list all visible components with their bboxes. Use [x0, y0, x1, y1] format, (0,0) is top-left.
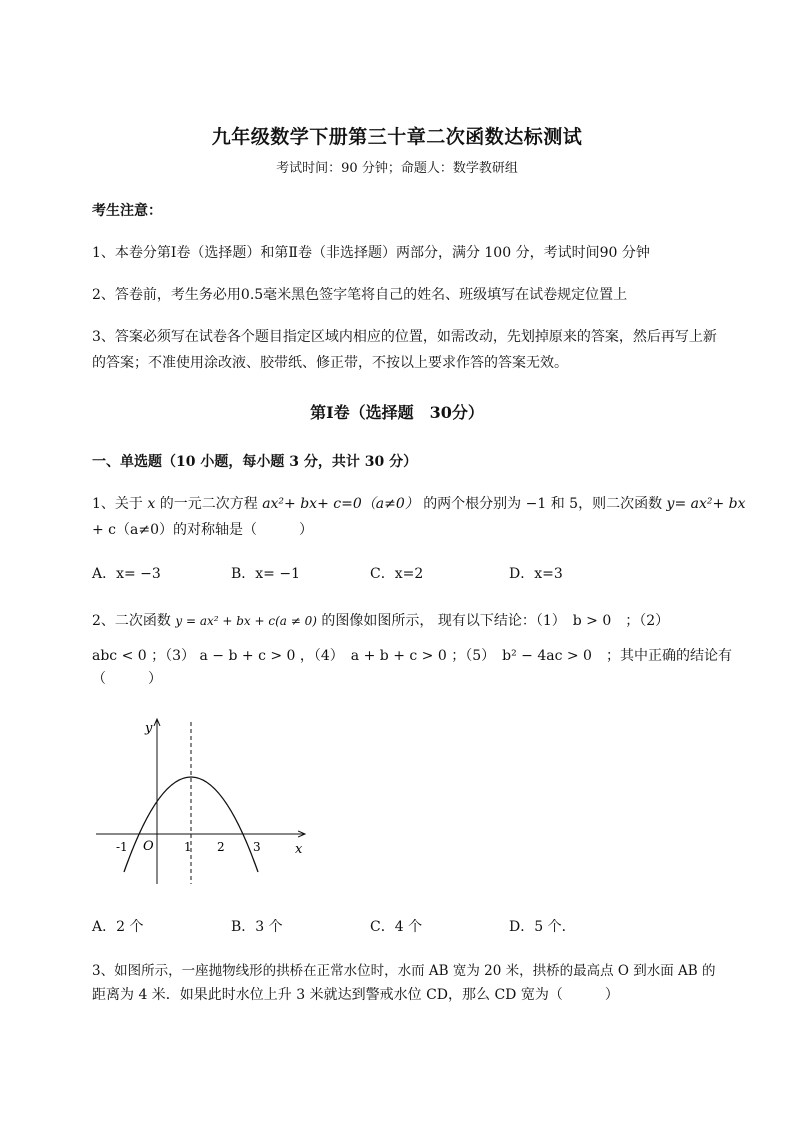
tick-label: 1 [184, 840, 192, 854]
q2-option-a[interactable]: A．2 个 [92, 919, 144, 935]
y-axis-label: y [145, 721, 153, 736]
question-3-line-2: 距离为 4 米．如果此时水位上升 3 米就达到警戒水位 CD，那么 CD 宽为（ ） [92, 987, 619, 1003]
q1-option-a[interactable]: A．x= −3 [92, 566, 161, 582]
question-1-line-2: + c（a≠0）的对称轴是（ ） [92, 522, 314, 538]
section-title: 第Ⅰ卷（选择题 30分） [310, 403, 484, 422]
q2-option-d[interactable]: D．5 个． [509, 919, 576, 935]
notice-item-3-cont: 的答案；不准使用涂改液、胶带纸、修正带，不按以上要求作答的答案无效。 [92, 355, 568, 371]
question-2-line-3: （ ） [92, 671, 162, 687]
q2-function: y = ax² + bx + c(a ≠ 0) [175, 614, 317, 628]
q2-text-a: 2、二次函数 [92, 613, 171, 629]
q2-option-b[interactable]: B．3 个 [231, 919, 283, 935]
tick-label: -1 [116, 840, 128, 854]
x-axis-label: x [295, 842, 303, 857]
q1-option-b[interactable]: B．x= −1 [231, 566, 301, 582]
origin-label: O [143, 839, 154, 854]
q1-text-a: 1、关于 [92, 496, 143, 512]
q1-text-c: 的两个根分别为 −1 和 5，则二次函数 [423, 496, 663, 512]
exam-info: 考试时间：90 分钟；命题人：数学教研组 [276, 161, 518, 176]
question-2-line-2: abc < 0 ；（3） a − b + c > 0 ，（4） a + b + c > 0 ；（5） b² − 4ac > 0 ；其中正确的结论有 [92, 648, 732, 664]
q1-option-c[interactable]: C．x=2 [370, 566, 424, 582]
q1-option-d[interactable]: D．x=3 [509, 566, 563, 582]
notice-heading: 考生注意： [92, 203, 162, 219]
page-title: 九年级数学下册第三十章二次函数达标测试 [211, 126, 583, 148]
q2-option-c[interactable]: C．4 个 [370, 919, 423, 935]
question-3-line-1: 3、如图所示，一座抛物线形的拱桥在正常水位时，水而 AB 宽为 20 米，拱桥的最高点 O 到水面 AB 的 [92, 963, 716, 979]
q1-equation: ax²+ bx+ c=0（a≠0） [262, 496, 419, 512]
notice-item-1: 1、本卷分第Ⅰ卷（选择题）和第Ⅱ卷（非选择题）两部分，满分 100 分，考试时间90 分钟 [92, 245, 650, 261]
part-title: 一、单选题（10 小题，每小题 3 分，共计 30 分） [92, 454, 418, 470]
q1-text-b: 的一元二次方程 [159, 496, 258, 512]
q2-text-b: 的图像如图所示， 现有以下结论：（1） b > 0 ；（2） [321, 613, 670, 629]
notice-item-3: 3、答案必须写在试卷各个题目指定区域内相应的位置，如需改动，先划掉原来的答案，然后再写上新 [92, 329, 717, 345]
question-2-line-1 [92, 610, 669, 630]
q1-var-x: x [147, 496, 156, 512]
tick-label: 3 [253, 840, 261, 854]
q1-function: y= ax²+ bx [666, 496, 746, 512]
parabola-graph [88, 712, 318, 890]
notice-item-2: 2、答卷前，考生务必用0.5毫米黑色签字笔将自己的姓名、班级填写在试卷规定位置上 [92, 287, 628, 303]
tick-label: 2 [217, 840, 225, 854]
question-1-line-1 [92, 493, 746, 513]
